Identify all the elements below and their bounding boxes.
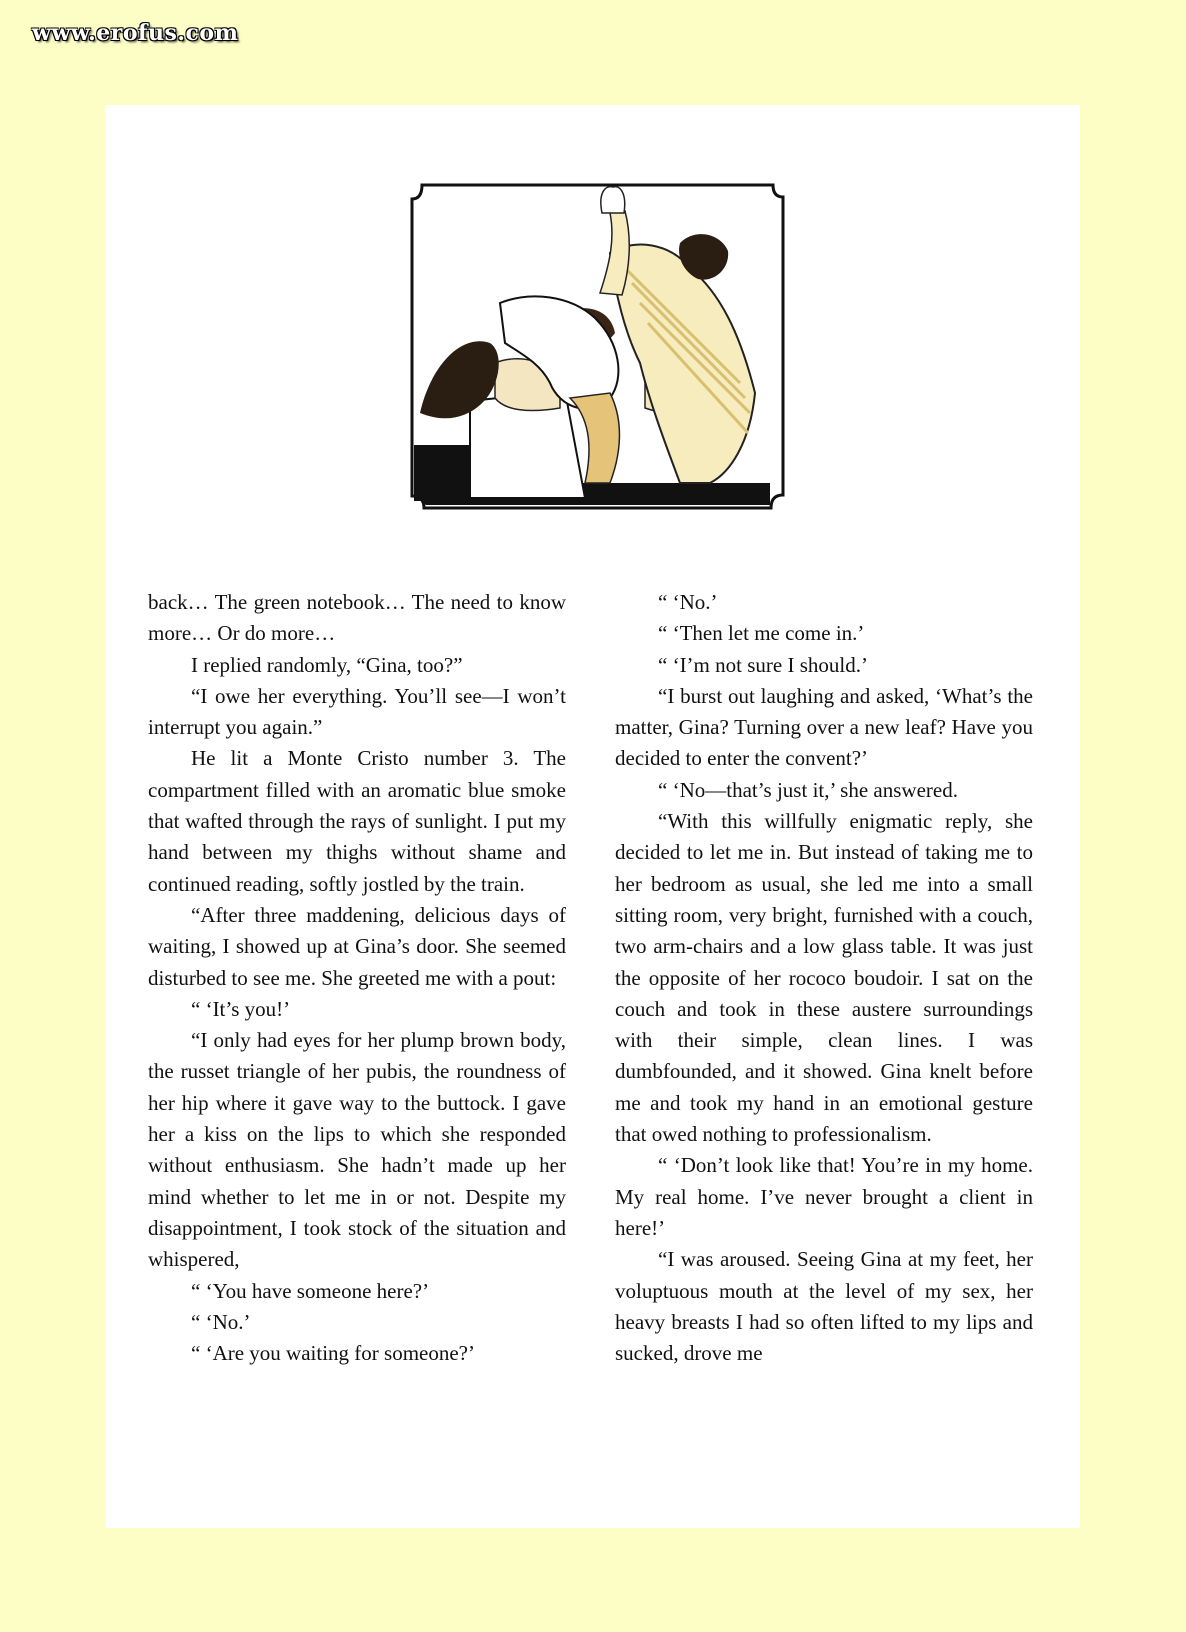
dialogue-line: “ ‘No.’ [658,590,718,614]
dialogue-line: “ ‘Are you waiting for someone?’ [191,1341,475,1366]
dialogue-line: “ ‘Then let me come in.’ [658,621,865,646]
dialogue-line: “ ‘You have someone here?’ [191,1278,430,1303]
dialogue-line: “ ‘No.’ [191,1309,251,1334]
paragraph: “I burst out laughing and asked, ‘What’s the matter, Gina? Turning over a new leaf? Have you decided to enter the convent?’ [615,683,1033,771]
watermark: www.erofus.com [32,20,239,46]
dialogue-line: “ ‘I’m not sure I should.’ [658,652,868,677]
paragraph: “I owe her everything. You’ll see—I won’t interrupt you again.” [148,683,566,740]
book-page [105,105,1080,1528]
left-text-column [148,587,566,1369]
paragraph: “I only had eyes for her plump brown body, the russet triangle of her pubis, the roundness of her hip where it gave way to the buttock. I gave her a kiss on the lips to which she responded without enthusiasm. She hadn’t made up her mind whether to let me in or not. Despite my disappointment, I took stock of the situation and whispered, [148,1028,566,1272]
paragraph: back… The green notebook… The need to know more… Or do more… [148,590,566,646]
paragraph: I replied randomly, “Gina, too?” [191,652,463,677]
dialogue-line: “ ‘It’s you!’ [191,996,291,1021]
paragraph: He lit a Monte Cristo number 3. The compartment filled with an aromatic blue smoke that wafted through the rays of sunlight. I put my hand between my thighs without shame and continued reading, softly jostled by the train. [148,746,566,896]
paragraph: “ ‘Don’t look like that! You’re in my home. My real home. I’ve never brought a client in here!’ [615,1153,1033,1240]
paragraph: “With this willfully enigmatic reply, she decided to let me in. But instead of taking me to her bedroom as usual, she led me into a small sitting room, very bright, furnished with a couch, two arm-chairs and a low glass table. It was just the opposite of her rococo boudoir. I sat on the couch and took in these austere surroundings with their simple, clean lines. I was dumbfounded, and it showed. Gina knelt before me and took my hand in an emotional gesture that owed nothing to professionalism. [615,809,1033,1147]
paragraph: “I was aroused. Seeing Gina at my feet, her voluptuous mouth at the level of my sex, her heavy breasts I had so often lifted to my lips and sucked, drove me [615,1247,1033,1366]
right-text-column [615,587,1033,1369]
spanking-scene-illustration-icon [410,183,785,513]
dialogue-line: “ ‘No—that’s just it,’ she answered. [658,777,958,802]
paragraph: “After three maddening, delicious days of waiting, I showed up at Gina’s door. She seemed disturbed to see me. She greeted me with a pout: [148,902,566,990]
